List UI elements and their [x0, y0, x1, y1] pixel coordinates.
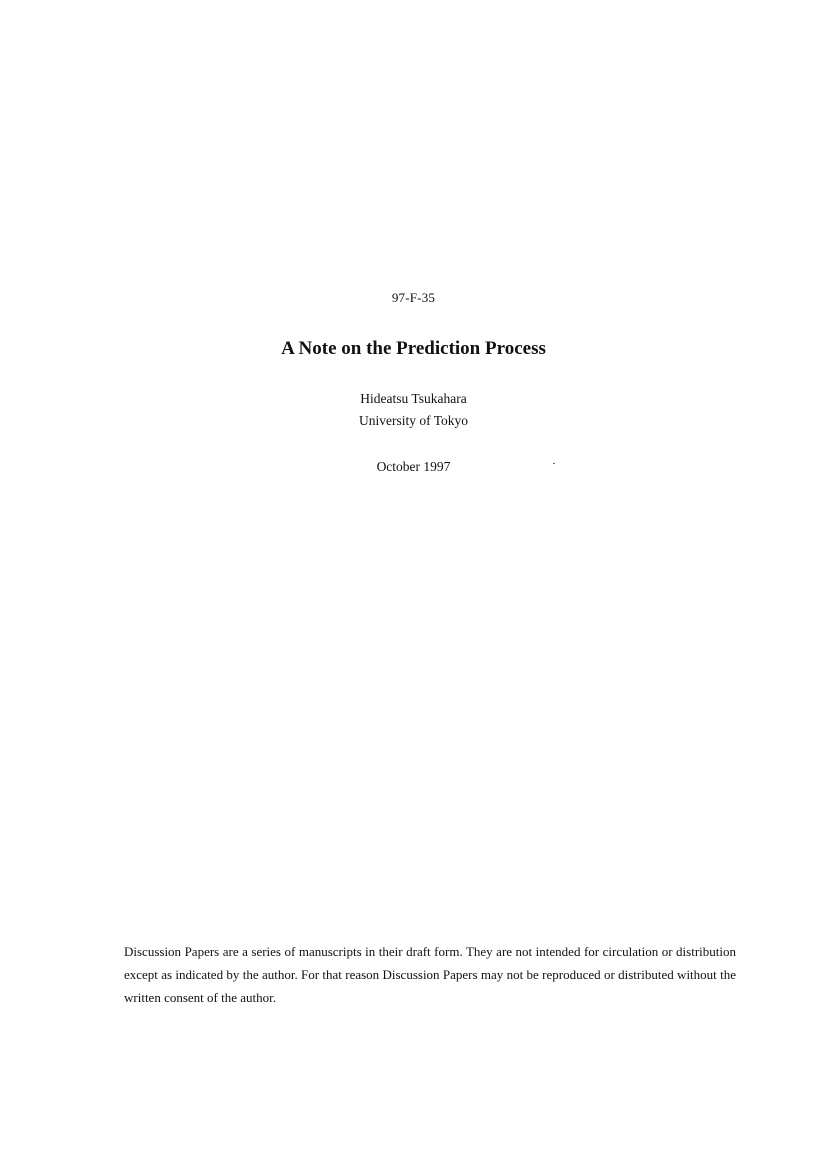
paper-number: 97-F-35 [391, 290, 436, 305]
author-affiliation: University of Tokyo [358, 413, 469, 428]
author-name: Hideatsu Tsukahara [360, 391, 467, 406]
paper-title: A Note on the Prediction Process [281, 338, 546, 359]
publication-date: October 1997 [376, 459, 451, 474]
disclaimer-paragraph: Discussion Papers are a series of manuscripts in their draft form. They are not intended for circulation or distribution except as indicated by the author. For that reason Discussion Papers may not be reproduced or distributed without the written consent of the author. [124, 944, 736, 1005]
scan-speck [553, 463, 555, 464]
